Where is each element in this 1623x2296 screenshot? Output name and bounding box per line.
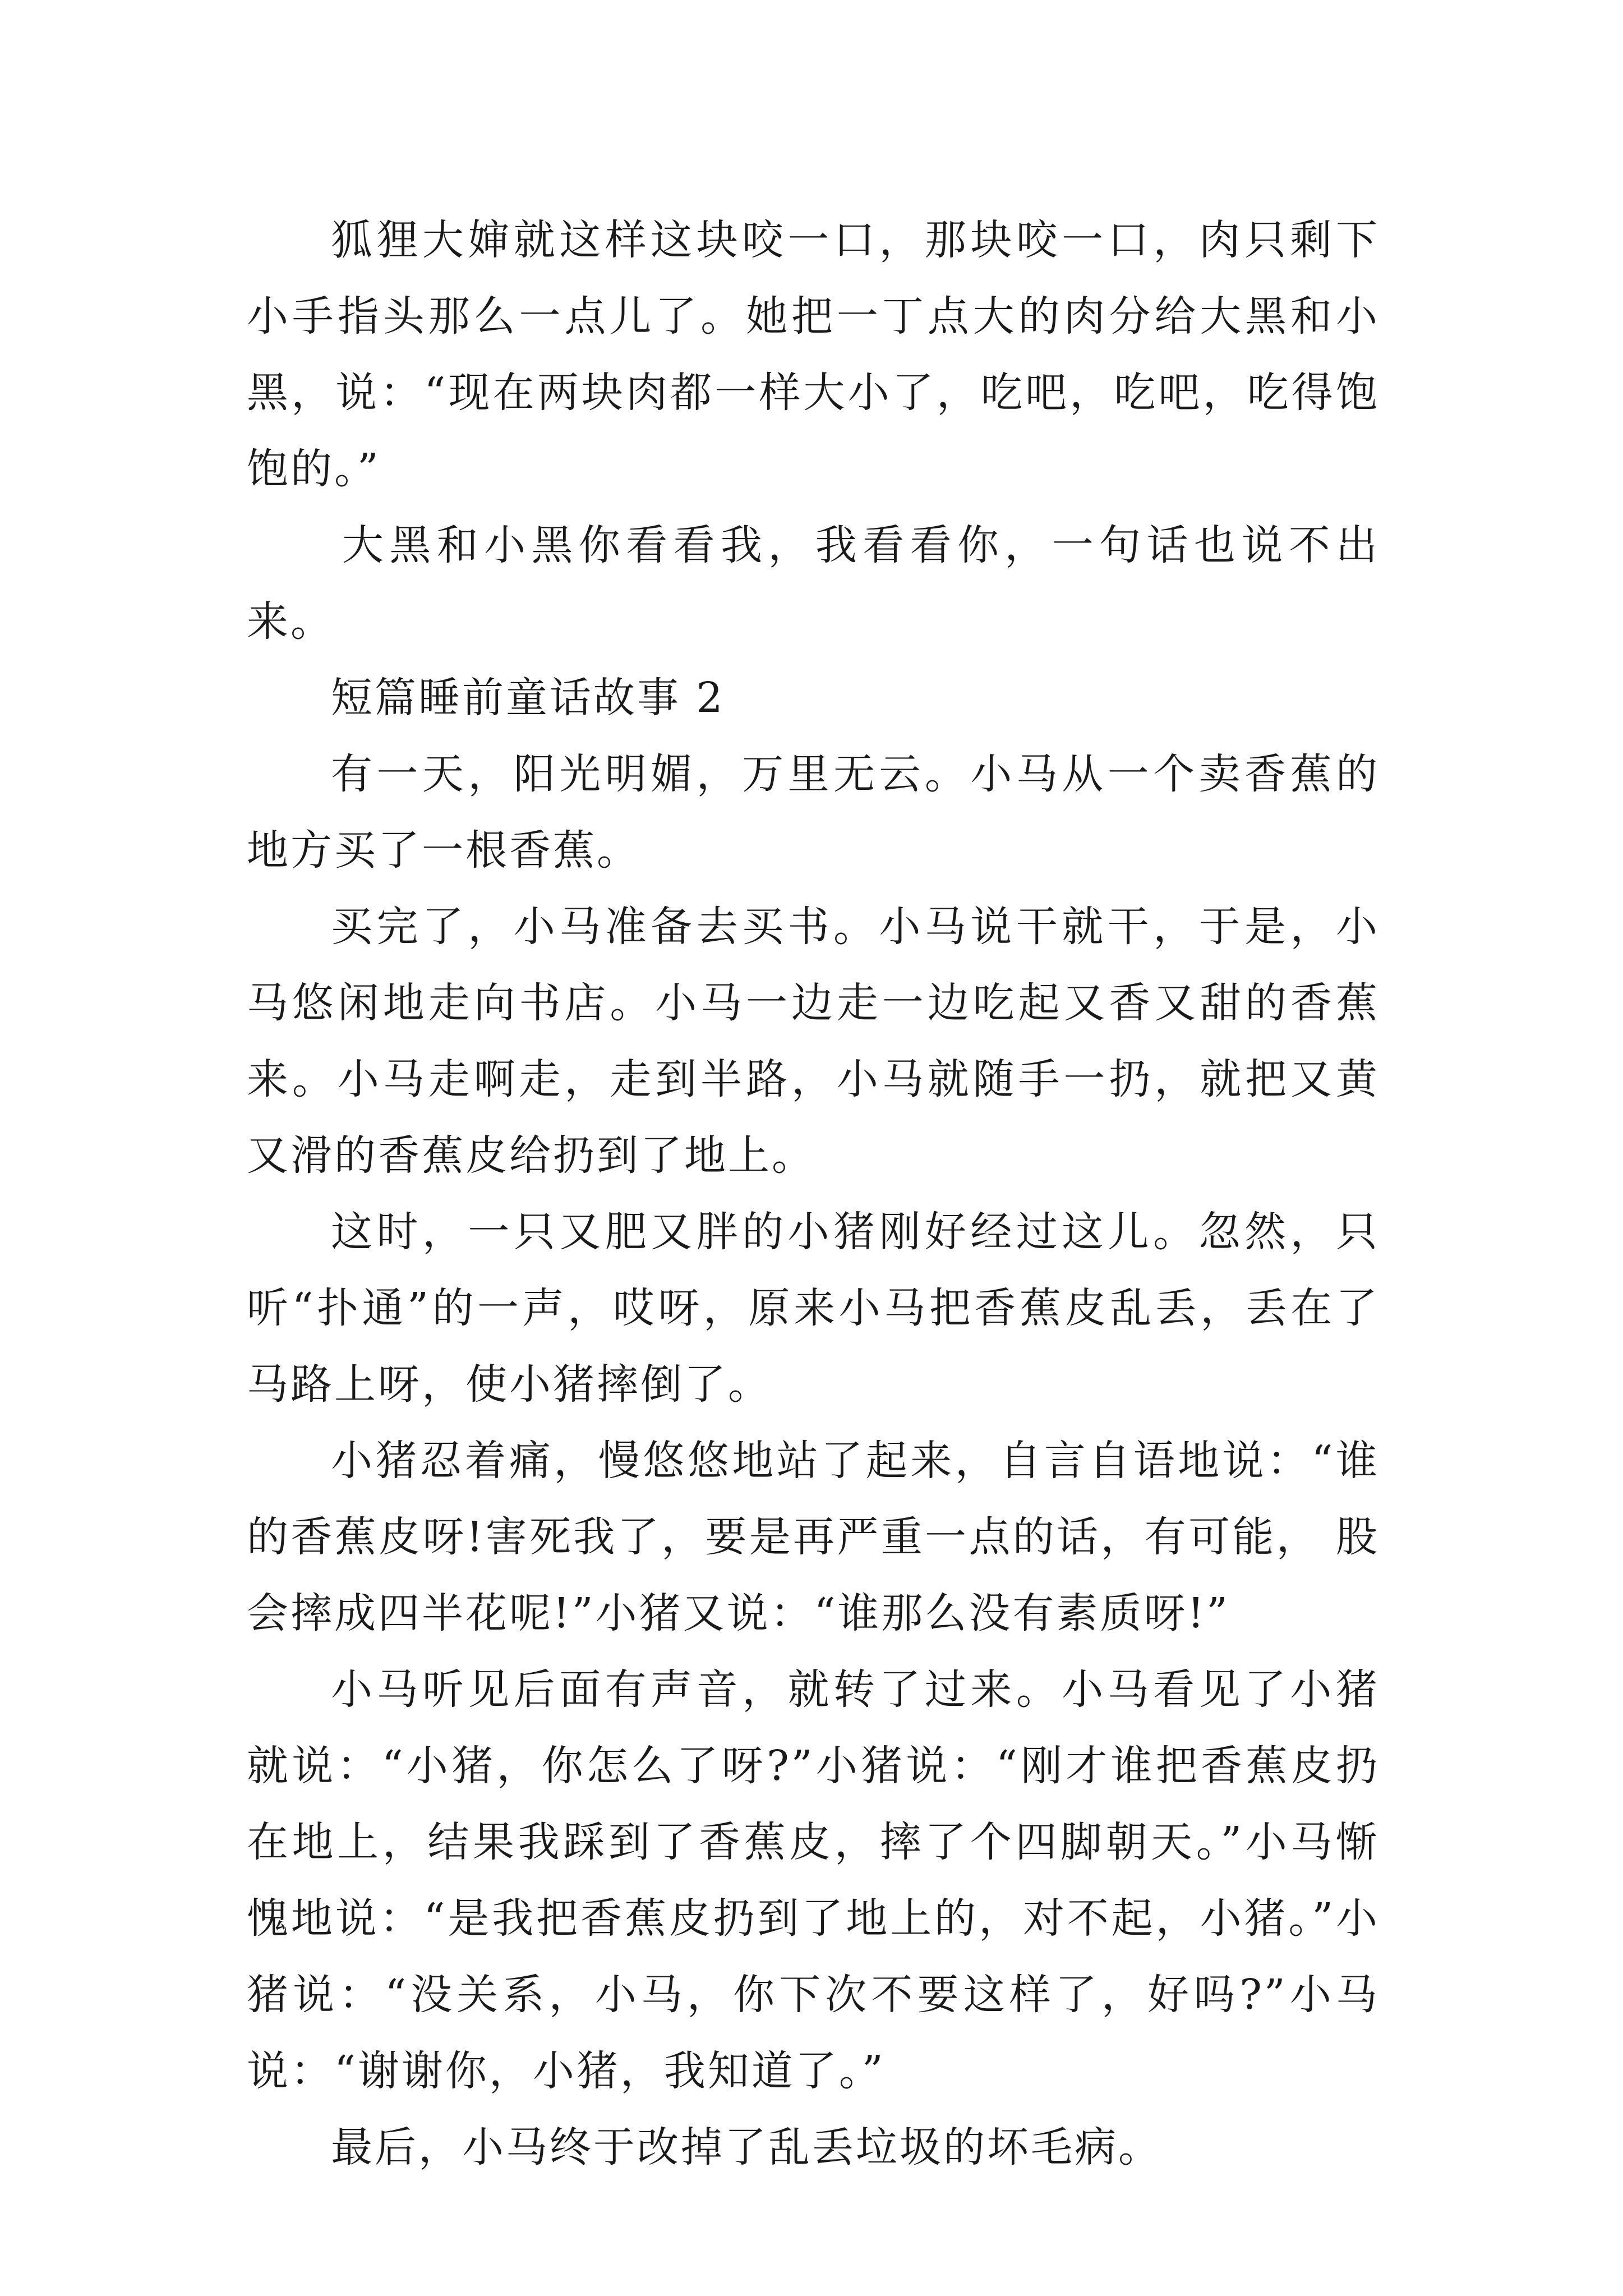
paragraph-dahei-xiaohei: 大黑和小黑你看看我，我看看你，一句话也说不出来。 xyxy=(247,521,1380,646)
paragraph-banana-bought: 有一天，阳光明媚，万里无云。小马从一个卖香蕉的地方买了一根香蕉。 xyxy=(247,750,1380,875)
paragraph-horse-apologizes: 小马听见后面有声音，就转了过来。小马看见了小猪就说：“小猪，你怎么了呀?”小猪说：“刚才谁把香蕉皮扔在地上，结果我踩到了香蕉皮，摔了个四脚朝天。”小马惭愧地说：“是我把香蕉皮扔到了地上的，对不起，小猪。”小猪说：“没关系，小马，你下次不要这样了，好吗?”小马说：“谢谢你，小猪，我知道了。” xyxy=(247,1665,1380,2095)
paragraph-banana-peel-thrown: 买完了，小马准备去买书。小马说干就干，于是，小马悠闲地走向书店。小马一边走一边吃起又香又甜的香蕉来。小马走啊走，走到半路，小马就随手一扔，就把又黄又滑的香蕉皮给扔到了地上。 xyxy=(247,903,1380,1180)
document-body xyxy=(247,202,1380,2185)
paragraph-fox-aunt: 狐狸大婶就这样这块咬一口，那块咬一口，肉只剩下小手指头那么一点儿了。她把一丁点大的肉分给大黑和小黑，说：“现在两块肉都一样大小了，吃吧，吃吧，吃得饱饱的。” xyxy=(247,216,1380,493)
paragraph-pig-complains: 小猪忍着痛，慢悠悠地站了起来，自言自语地说：“谁的香蕉皮呀!害死我了，要是再严重一点的话，有可能， 股会摔成四半花呢!”小猪又说：“谁那么没有素质呀!” xyxy=(247,1437,1380,1637)
story-title: 短篇睡前童话故事 2 xyxy=(331,674,725,722)
paragraph-pig-falls: 这时，一只又肥又胖的小猪刚好经过这儿。忽然，只听“扑通”的一声，哎呀，原来小马把香蕉皮乱丢，丢在了马路上呀，使小猪摔倒了。 xyxy=(247,1208,1380,1409)
paragraph-ending: 最后，小马终于改掉了乱丢垃圾的坏毛病。 xyxy=(331,2123,1162,2171)
